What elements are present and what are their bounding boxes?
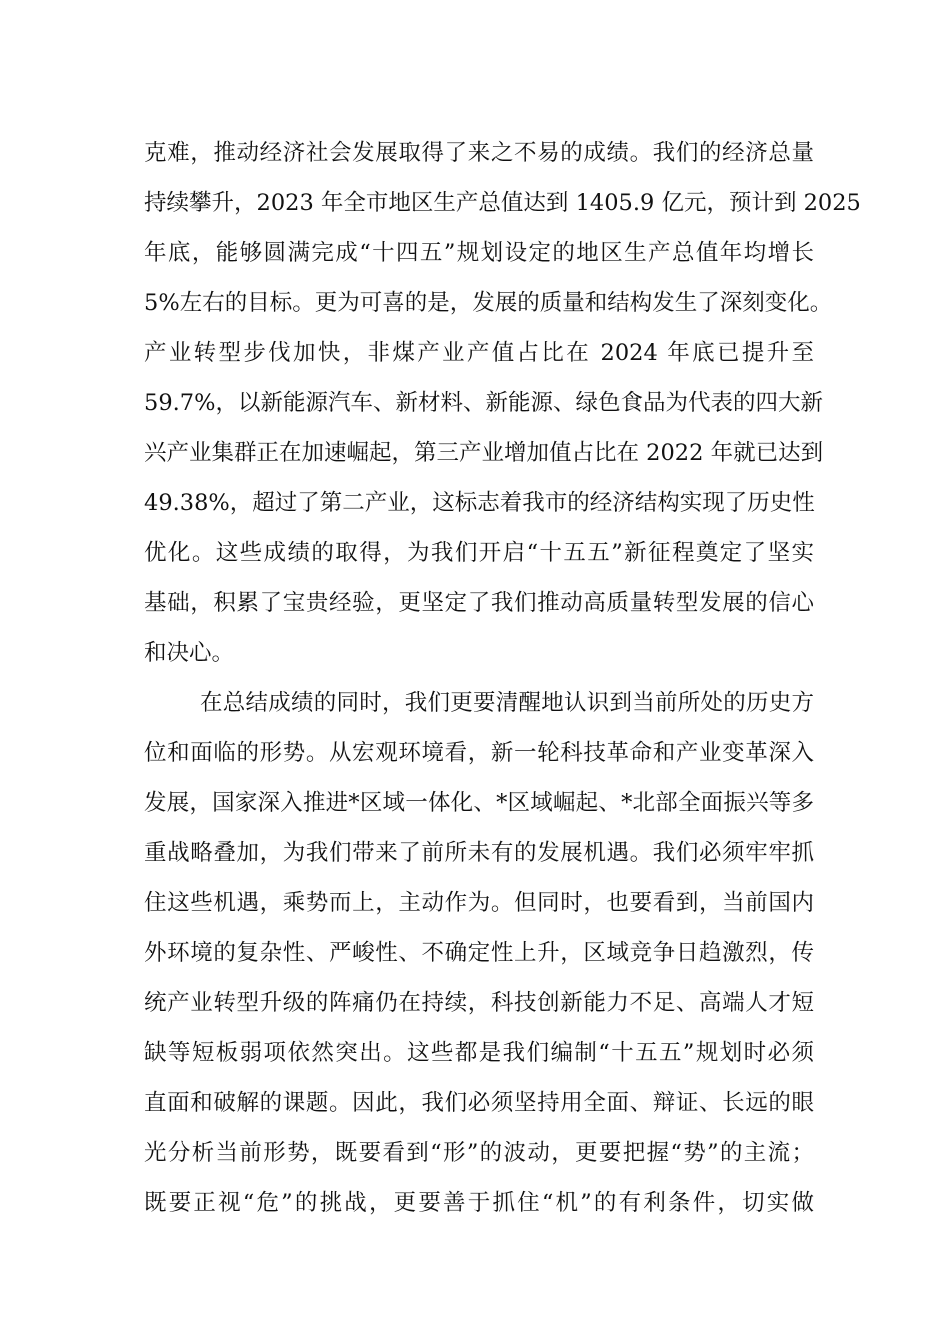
text-line: 兴产业集群正在加速崛起，第三产业增加值占比在 2022 年就已达到: [144, 440, 824, 466]
text-line: 优化。这些成绩的取得，为我们开启“十五五”新征程奠定了坚实: [144, 540, 814, 566]
text-line: 重战略叠加，为我们带来了前所未有的发展机遇。我们必须牢牢抓: [144, 840, 814, 866]
text-line: 发展，国家深入推进*区域一体化、*区域崛起、*北部全面振兴等多: [144, 790, 814, 816]
text-line: 位和面临的形势。从宏观环境看，新一轮科技革命和产业变革深入: [144, 740, 814, 766]
paragraph-achievements: [144, 133, 861, 683]
text-line: 年底，能够圆满完成“十四五”规划设定的地区生产总值年均增长: [144, 240, 814, 266]
text-line: 住这些机遇，乘势而上，主动作为。但同时，也要看到，当前国内: [144, 890, 814, 916]
text-line: 在总结成绩的同时，我们更要清醒地认识到当前所处的历史方: [200, 690, 814, 716]
text-line: 既要正视“危”的挑战，更要善于抓住“机”的有利条件，切实做: [144, 1190, 814, 1216]
text-line: 基础，积累了宝贵经验，更坚定了我们推动高质量转型发展的信心: [144, 590, 814, 616]
text-line: 克难，推动经济社会发展取得了来之不易的成绩。我们的经济总量: [144, 140, 814, 166]
text-line: 统产业转型升级的阵痛仍在持续，科技创新能力不足、高端人才短: [144, 990, 814, 1016]
text-line: 持续攀升，2023 年全市地区生产总值达到 1405.9 亿元，预计到 2025: [144, 190, 861, 216]
text-line: 缺等短板弱项依然突出。这些都是我们编制“十五五”规划时必须: [144, 1040, 814, 1066]
text-line: 光分析当前形势，既要看到“形”的波动，更要把握“势”的主流；: [144, 1140, 814, 1166]
text-line: 直面和破解的课题。因此，我们必须坚持用全面、辩证、长远的眼: [144, 1090, 814, 1116]
text-line: 外环境的复杂性、严峻性、不确定性上升，区域竞争日趋激烈，传: [144, 940, 814, 966]
paragraph-situation: [144, 683, 814, 1233]
text-line: 59.7%，以新能源汽车、新材料、新能源、绿色食品为代表的四大新: [144, 390, 823, 416]
text-line: 5%左右的目标。更为可喜的是，发展的质量和结构发生了深刻变化。: [144, 290, 833, 316]
text-line: 和决心。: [144, 640, 235, 666]
text-line: 49.38%，超过了第二产业，这标志着我市的经济结构实现了历史性: [144, 490, 815, 516]
document-body: [144, 133, 861, 1233]
text-line: 产业转型步伐加快，非煤产业产值占比在 2024 年底已提升至: [144, 340, 814, 366]
